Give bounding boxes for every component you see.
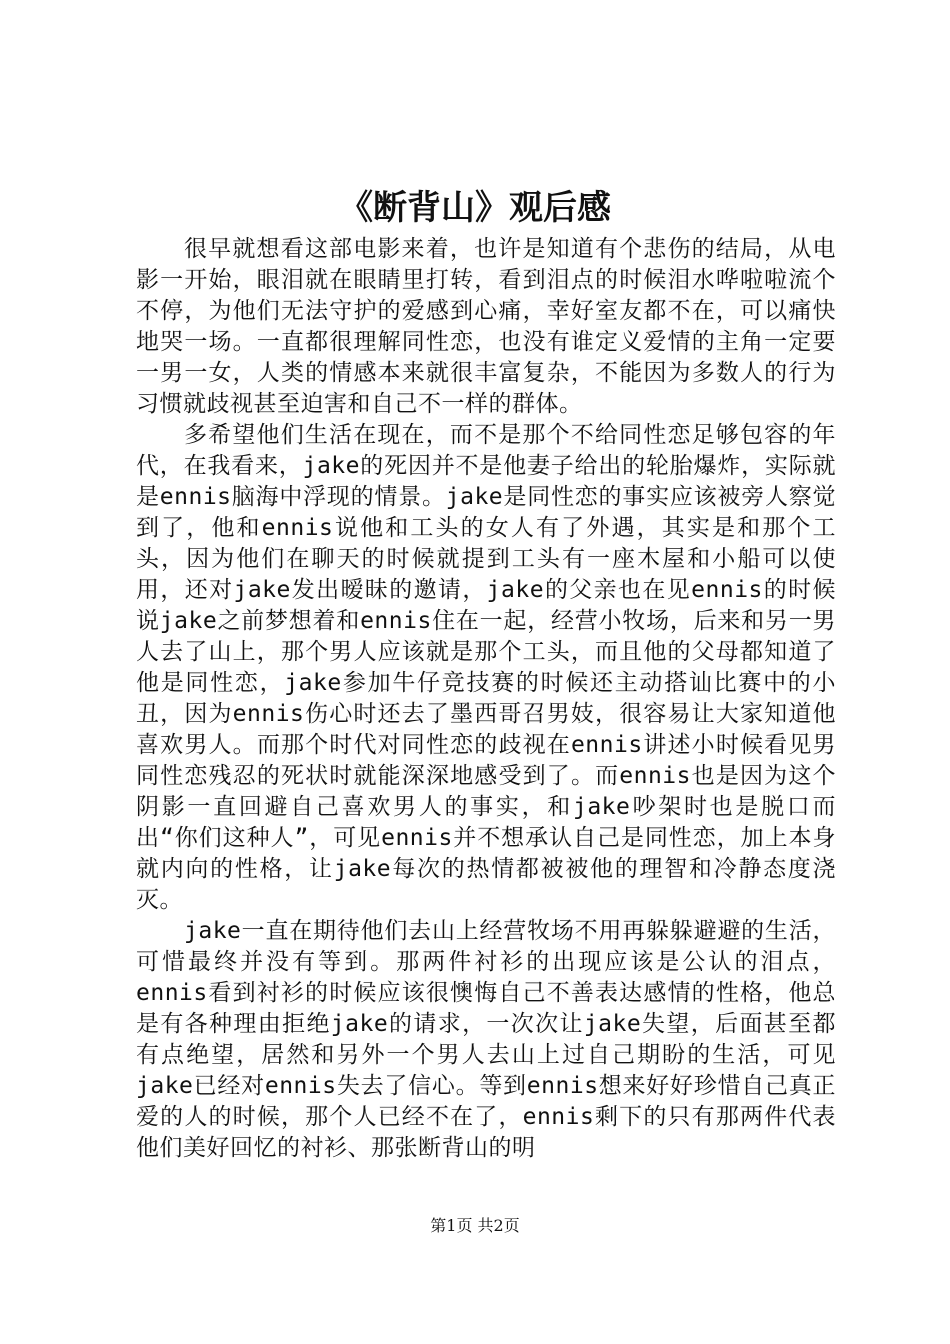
page-footer: 第1页 共2页 (430, 1216, 520, 1235)
paragraph-2: 多希望他们生活在现在，而不是那个不给同性恋足够包容的年代，在我看来，jake的死因并不是他妻子给出的轮胎爆炸，实际就是ennis脑海中浮现的情景。jake是同性恋的事实应该被旁人察觉到了，他和ennis说他和工头的女人有了外遇，其实是和那个工头，因为他们在聊天的时候就提到工头有一座木屋和小船可以使用，还对jake发出暧昧的邀请，jake的父亲也在见ennis的时候说jake之前梦想着和ennis住在一起，经营小牧场，后来和另一男人去了山上，那个男人应该就是那个工头，而且他的父母都知道了他是同性恋，jake参加牛仔竞技赛的时候还主动搭讪比赛中的小丑，因为ennis伤心时还去了墨西哥召男妓，很容易让大家知道他喜欢男人。而那个时代对同性恋的歧视在ennis讲述小时候看见男同性恋残忍的死状时就能深深地感受到了。而ennis也是因为这个阴影一直回避自己喜欢男人的事实，和jake吵架时也是脱口而出“你们这种人”，可见ennis并不想承认自己是同性恋，加上本身就内向的性格，让jake每次的热情都被被他的理智和冷静态度浇灭。 (136, 422, 836, 913)
document-body (136, 234, 836, 1164)
document-title: 《断背山》观后感 (339, 188, 611, 228)
paragraph-1: 很早就想看这部电影来着，也许是知道有个悲伤的结局，从电影一开始，眼泪就在眼睛里打转，看到泪点的时候泪水哗啦啦流个不停，为他们无法守护的爱感到心痛，幸好室友都不在，可以痛快地哭一场。一直都很理解同性恋，也没有谁定义爱情的主角一定要一男一女，人类的情感本来就很丰富复杂，不能因为多数人的行为习惯就歧视甚至迫害和自己不一样的群体。 (136, 236, 836, 417)
paragraph-3: jake一直在期待他们去山上经营牧场不用再躲躲避避的生活，可惜最终并没有等到。那两件衬衫的出现应该是公认的泪点，ennis看到衬衫的时候应该很懊悔自己不善表达感情的性格，他总是有各种理由拒绝jake的请求，一次次让jake失望，后面甚至都有点绝望，居然和另外一个男人去山上过自己期盼的生活，可见jake已经对ennis失去了信心。等到ennis想来好好珍惜自己真正爱的人的时候，那个人已经不在了，ennis剩下的只有那两件代表他们美好回忆的衬衫、那张断背山的明 (136, 918, 836, 1161)
